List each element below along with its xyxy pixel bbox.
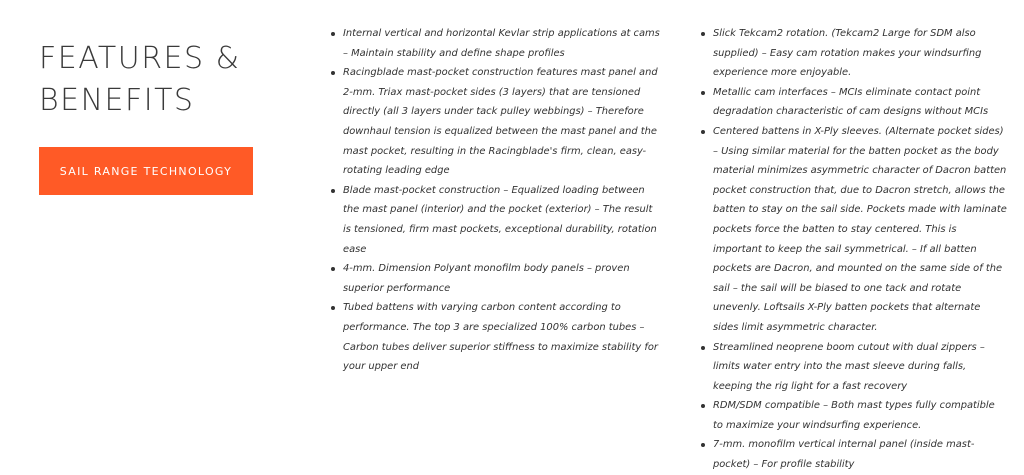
section-heading (39, 38, 299, 122)
section-heading-line-1: FEATURES & (39, 41, 241, 76)
bullet-icon (331, 189, 335, 193)
feature-item (331, 63, 661, 181)
feature-text: Slick Tekcam2 rotation. (Tekcam2 Large for SDM also supplied) – Easy cam rotation makes your windsurfing experience more enjoyable. (713, 28, 982, 79)
bullet-icon (701, 443, 705, 447)
feature-text: Centered battens in X-Ply sleeves. (Alternate pocket sides) – Using similar material for the batten pocket as the body material minimizes asymmetric character of Dacron batten pocket construction that, due to Dacron stretch, allows the batten to stay on the sail side. Pockets made with laminate pockets force the batten to stay centered. This is important to keep the sail symmetrical. – If all batten pockets are Dacron, and mounted on the same side of the sail – the sail will be biased to one tack and rotate unevenly. Loftsails X-Ply batten pockets that alternate sides limit asymmetric character. (713, 125, 1007, 333)
feature-text: 4-mm. Dimension Polyant monofilm body panels – proven superior performance (343, 263, 630, 294)
bullet-icon (331, 71, 335, 75)
feature-text: Blade mast-pocket construction – Equalized loading between the mast panel (interior) and the pocket (exterior) – The result is tensioned, firm mast pockets, exceptional durability, rotation ease (343, 184, 657, 255)
section-heading-line-2: BENEFITS (39, 83, 195, 118)
bullet-icon (701, 346, 705, 350)
feature-item (331, 259, 661, 298)
feature-item (331, 298, 661, 376)
bullet-icon (701, 130, 705, 134)
feature-item (331, 24, 661, 63)
feature-text: Streamlined neoprene boom cutout with dual zippers – limits water entry into the mast sleeve during falls, keeping the rig light for a fast recovery (713, 341, 985, 392)
feature-text: Metallic cam interfaces – MCIs eliminate contact point degradation characteristic of cam designs without MCIs (713, 86, 989, 118)
feature-item (331, 181, 661, 259)
bullet-icon (701, 91, 705, 95)
feature-item (701, 24, 1007, 83)
feature-item (701, 83, 1007, 122)
feature-text: Internal vertical and horizontal Kevlar strip applications at cams – Maintain stability and define shape profiles (343, 28, 660, 59)
feature-item (701, 338, 1007, 397)
bullet-icon (701, 32, 705, 36)
feature-text: Tubed battens with varying carbon content according to performance. The top 3 are specialized 100% carbon tubes – Carbon tubes deliver superior stiffness to maximize stability for your upper end (343, 302, 658, 373)
feature-item (701, 435, 1007, 474)
features-list-left (331, 24, 661, 377)
bullet-icon (331, 306, 335, 310)
bullet-icon (701, 404, 705, 408)
bullet-icon (331, 32, 335, 36)
feature-item (701, 122, 1007, 338)
bullet-icon (331, 267, 335, 271)
feature-text: RDM/SDM compatible – Both mast types fully compatible to maximize your windsurfing experience. (713, 400, 995, 431)
feature-text: Racingblade mast-pocket construction features mast panel and 2-mm. Triax mast-pocket sides (3 layers) that are tensioned directly (all 3 layers under tack pulley webbings) – Therefore downhaul tension is equalized between the mast panel and the mast pocket, resulting in the Racingblade's firm, clean, easy-rotating leading edge (343, 67, 658, 177)
sail-range-technology-button[interactable]: SAIL RANGE TECHNOLOGY (39, 147, 253, 195)
features-list-right (701, 24, 1007, 475)
feature-item (701, 396, 1007, 435)
feature-text: 7-mm. monofilm vertical internal panel (inside mast-pocket) – For profile stability (713, 439, 975, 471)
